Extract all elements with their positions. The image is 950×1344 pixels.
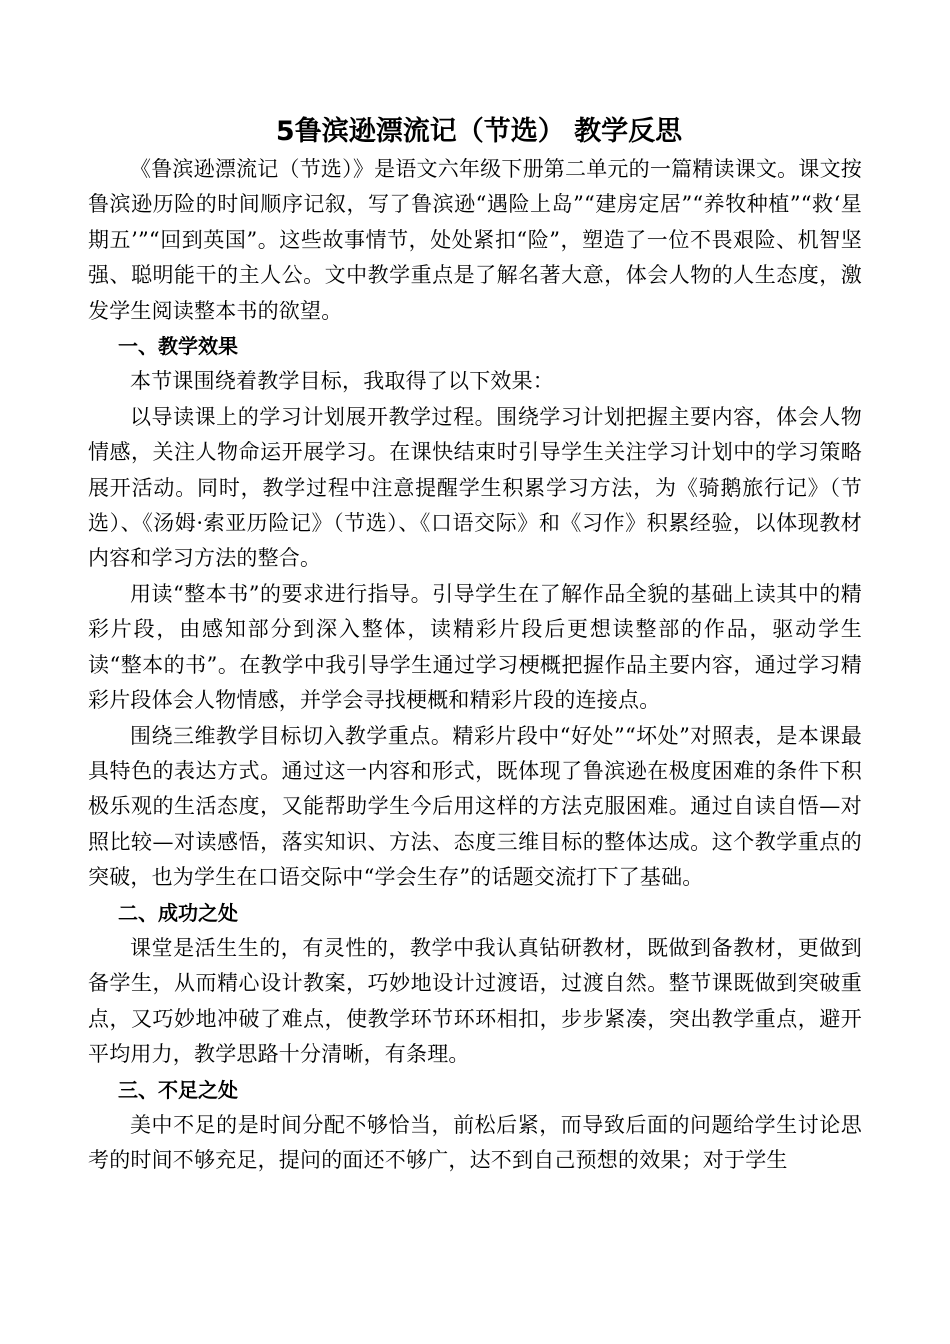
intro-paragraph: 《鲁滨逊漂流记（节选）》是语文六年级下册第二单元的一篇精读课文。课文按鲁滨逊历险的时间顺序记叙，写了鲁滨逊“遇险上岛”“建房定居”“养牧种植”“救‘星期五’”“回到英国”。这些故事情节，处处紧扣“险”，塑造了一位不畏艰险、机智坚强、聪明能干的主人公。文中教学重点是了解名著大意，体会人物的人生态度，激发学生阅读整本书的欲望。 (88, 157, 862, 323)
document-page (88, 112, 862, 1179)
section-heading-shortcomings: 三、不足之处 (118, 1077, 238, 1102)
paragraph: 用读“整本书”的要求进行指导。引导学生在了解作品全貌的基础上读其中的精彩片段，由感知部分到深入整体，读精彩片段后更想读整部的作品，驱动学生读“整本的书”。在教学中我引导学生通过学习梗概把握作品主要内容，通过学习精彩片段体会人物情感，并学会寻找梗概和精彩片段的连接点。 (88, 581, 862, 713)
section-heading-teaching-effect: 一、教学效果 (118, 334, 238, 359)
paragraph: 美中不足的是时间分配不够恰当，前松后紧，而导致后面的问题给学生讨论思考的时间不够充足，提问的面还不够广，达不到自己预想的效果；对于学生 (88, 1112, 862, 1173)
paragraph: 课堂是活生生的，有灵性的，教学中我认真钻研教材，既做到备教材，更做到备学生，从而精心设计教案，巧妙地设计过渡语，过渡自然。整节课既做到突破重点，又巧妙地冲破了难点，使教学环节环环相扣，步步紧凑，突出教学重点，避开平均用力，教学思路十分清晰，有条理。 (88, 935, 862, 1067)
paragraph: 本节课围绕着教学目标，我取得了以下效果： (130, 369, 554, 394)
paragraph: 以导读课上的学习计划展开教学过程。围绕学习计划把握主要内容，体会人物情感，关注人物命运开展学习。在课快结束时引导学生关注学习计划中的学习策略展开活动。同时，教学过程中注意提醒学生积累学习方法，为《骑鹅旅行记》（节选）、《汤姆·索亚历险记》（节选）、《口语交际》和《习作》积累经验，以体现教材内容和学习方法的整合。 (88, 404, 862, 571)
paragraph: 围绕三维教学目标切入教学重点。精彩片段中“好处”“坏处”对照表，是本课最具特色的表达方式。通过这一内容和形式，既体现了鲁滨逊在极度困难的条件下积极乐观的生活态度，又能帮助学生今后用这样的方法克服困难。通过自读自悟—对照比较—对读感悟，落实知识、方法、态度三维目标的整体达成。这个教学重点的突破，也为学生在口语交际中“学会生存”的话题交流打下了基础。 (88, 723, 862, 890)
section-heading-successes: 二、成功之处 (118, 900, 238, 925)
document-title: 5鲁滨逊漂流记（节选） 教学反思 (275, 116, 683, 147)
